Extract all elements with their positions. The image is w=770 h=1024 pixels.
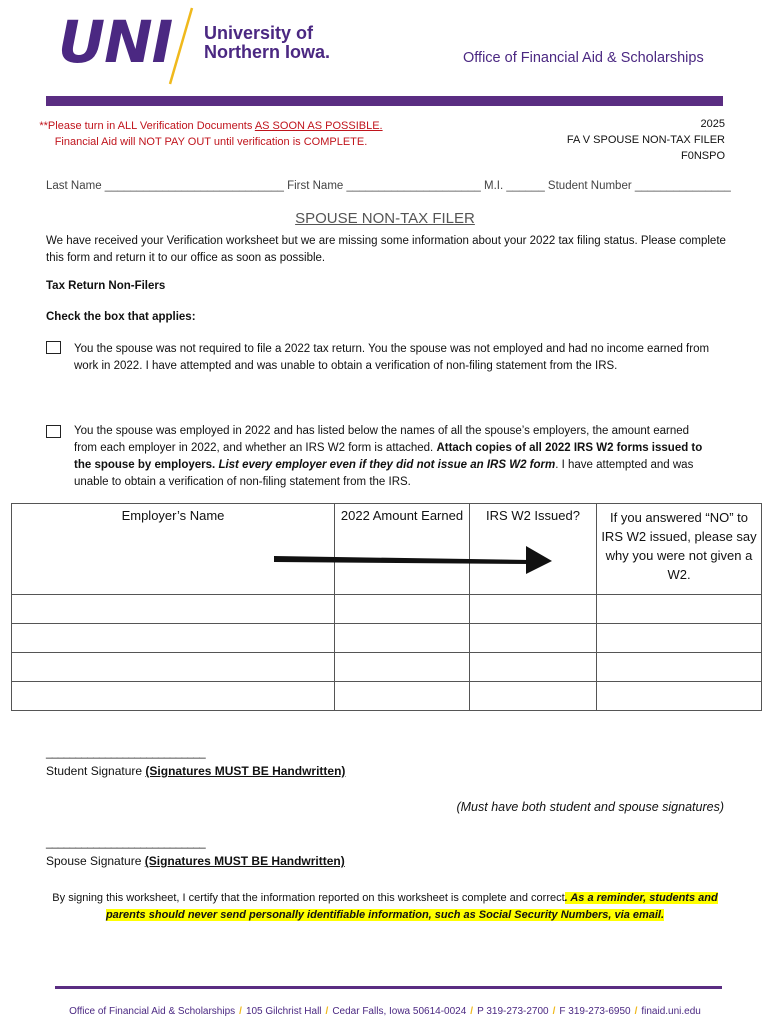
footer-phone: P 319-273-2700 <box>477 1006 549 1017</box>
logo-slash-icon <box>166 6 196 86</box>
page-title-text: SPOUSE NON-TAX FILER <box>295 210 475 227</box>
w2-cell[interactable] <box>470 682 597 711</box>
certification-text: By signing this worksheet, I certify that the information reported on this worksheet is complete and correct <box>52 892 565 904</box>
footer-fax: F 319-273-6950 <box>559 1006 631 1017</box>
header-employer-name: Employer’s Name <box>12 504 335 595</box>
form-code: F0NSPO <box>680 150 725 162</box>
employer-name-cell[interactable] <box>12 595 335 624</box>
footer-contact <box>0 1006 770 1017</box>
table-row[interactable] <box>12 624 762 653</box>
w2-cell[interactable] <box>470 624 597 653</box>
privacy-reminder: . As a reminder, students and parents should never send personally identifiable information, such as Social Security Numbers, via email. <box>105 892 718 921</box>
employer-name-cell[interactable] <box>12 624 335 653</box>
option1-checkbox[interactable] <box>46 341 61 354</box>
w2-cell[interactable] <box>470 653 597 682</box>
w2-cell[interactable] <box>470 595 597 624</box>
option1-text: You the spouse was not required to file a 2022 tax return. You the spouse was not employed and had no income earned from work in 2022. I have attempted and was unable to obtain a verification of non-filing statement from the IRS. <box>74 343 710 372</box>
form-name: FA V SPOUSE NON-TAX FILER <box>566 134 725 146</box>
notice-line1: **Please turn in ALL Verification Documents <box>39 120 255 132</box>
amount-cell[interactable] <box>335 682 470 711</box>
arrow-right-icon <box>272 542 554 576</box>
intro-paragraph: We have received your Verification worksheet but we are missing some information about your 2022 tax filing status. Please complete this form and return it to our office as soon as possible. <box>46 235 726 264</box>
table-row[interactable] <box>12 682 762 711</box>
footer-city: Cedar Falls, Iowa 50614-0024 <box>332 1006 467 1017</box>
reason-cell[interactable] <box>597 653 762 682</box>
employer-name-cell[interactable] <box>12 682 335 711</box>
spouse-signature-label <box>46 854 345 868</box>
employer-name-cell[interactable] <box>12 653 335 682</box>
footer-separator: / <box>470 1006 474 1017</box>
amount-cell[interactable] <box>335 595 470 624</box>
option2-text <box>74 423 714 491</box>
option2-bold: Attach copies of all 2022 IRS W2 forms issued to the spouse by employers. <box>74 442 703 471</box>
employer-table <box>11 503 762 711</box>
header-divider <box>46 96 723 106</box>
section-title: Tax Return Non-Filers <box>46 280 166 292</box>
footer-address: 105 Gilchrist Hall <box>245 1006 322 1017</box>
footer-office: Office of Financial Aid & Scholarships <box>69 1006 236 1017</box>
table-row[interactable] <box>12 595 762 624</box>
header-w2-issued: IRS W2 Issued? <box>470 504 597 595</box>
university-name <box>204 24 330 62</box>
university-name-line1: University of <box>204 23 314 43</box>
reason-cell[interactable] <box>597 595 762 624</box>
student-signature-prefix: Student Signature <box>46 764 146 778</box>
amount-cell[interactable] <box>335 653 470 682</box>
table-row[interactable] <box>12 653 762 682</box>
footer-separator: / <box>634 1006 638 1017</box>
page-title <box>0 210 770 227</box>
student-signature-note: (Signatures MUST BE Handwritten) <box>145 764 346 778</box>
reason-cell[interactable] <box>597 682 762 711</box>
spouse-signature-prefix: Spouse Signature <box>46 854 145 868</box>
option2-part2: . I have attempted and was unable to obtain a verification of non-filing statement from the IRS. <box>74 459 694 488</box>
uni-logo-text: UNI <box>58 8 173 76</box>
student-signature-label <box>46 764 345 778</box>
footer-website-link[interactable]: finaid.uni.edu <box>641 1006 701 1017</box>
university-name-line2: Northern Iowa. <box>204 42 331 62</box>
student-signature-line[interactable]: ___________________________ <box>46 747 206 759</box>
footer-separator: / <box>325 1006 329 1017</box>
footer-separator: / <box>552 1006 556 1017</box>
form-identifier <box>567 116 725 164</box>
form-year: 2025 <box>700 118 725 130</box>
footer-divider <box>55 986 722 989</box>
header-no-w2-reason: If you answered “NO” to IRS W2 issued, please say why you were not given a W2. <box>597 504 762 595</box>
amount-cell[interactable] <box>335 624 470 653</box>
option2-checkbox[interactable] <box>46 425 61 438</box>
reason-cell[interactable] <box>597 624 762 653</box>
option2-part1: You the spouse was employed in 2022 and has listed below the names of all the spouse’s employers, the amount earned from each employer in 2022, and whether an IRS W2 form is attached. <box>74 425 690 454</box>
notice-line2: Financial Aid will NOT PAY OUT until verification is COMPLETE. <box>54 136 368 148</box>
option2-bold-italic: List every employer even if they did not issue an IRS W2 form <box>218 459 556 471</box>
both-signatures-note: (Must have both student and spouse signatures) <box>456 800 724 814</box>
office-title: Office of Financial Aid & Scholarships <box>463 50 704 66</box>
spouse-signature-note: (Signatures MUST BE Handwritten) <box>144 854 345 868</box>
check-prompt: Check the box that applies: <box>46 311 196 323</box>
notice-asap: AS SOON AS POSSIBLE. <box>254 120 383 132</box>
certification-statement <box>40 890 730 924</box>
student-name-fields[interactable]: Last Name ____________________________ First Name _____________________ M.I. ______ Student Number _______________ <box>46 180 731 192</box>
footer-separator: / <box>239 1006 242 1017</box>
spouse-signature-line[interactable]: ___________________________ <box>46 837 206 849</box>
verification-notice <box>36 118 386 150</box>
header-amount-earned: 2022 Amount Earned <box>335 504 470 595</box>
